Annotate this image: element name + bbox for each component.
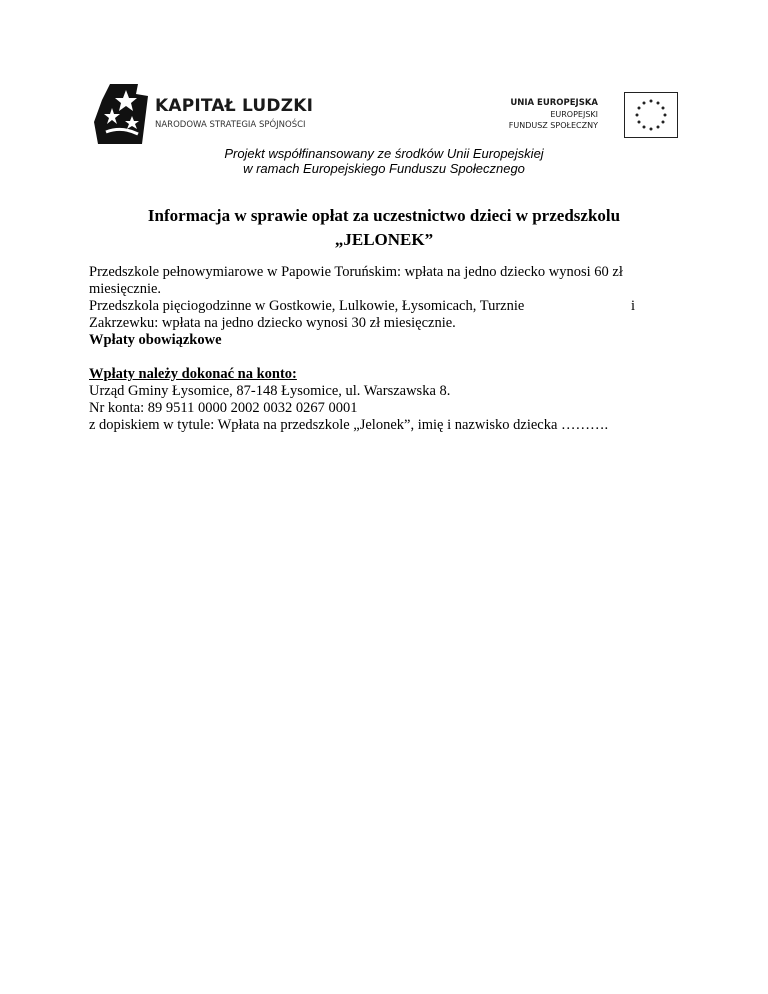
- document-title-line2: „JELONEK”: [334, 230, 434, 249]
- project-note-line2: w ramach Europejskiego Funduszu Społecznego: [243, 161, 525, 176]
- eu-line1: UNIA EUROPEJSKA: [510, 98, 598, 108]
- eu-line3: FUNDUSZ SPOŁECZNY: [508, 121, 598, 130]
- paragraph1-line1: Przedszkole pełnowymiarowe w Papowie Toruńskim: wpłata na jedno dziecko wynosi 60 zł: [89, 264, 623, 280]
- eu-fund-text: [509, 98, 598, 131]
- stars-emblem-icon: [92, 82, 152, 146]
- kapital-ludzki-title: KAPITAŁ LUDZKI: [155, 96, 314, 116]
- kapital-ludzki-subtitle: NARODOWA STRATEGIA SPÓJNOŚCI: [155, 120, 306, 130]
- eu-fund-logo: [478, 92, 678, 140]
- account-heading: Wpłaty należy dokonać na konto:: [89, 366, 297, 382]
- account-number: Nr konta: 89 9511 0000 2002 0032 0267 0001: [89, 400, 358, 416]
- eu-line2: EUROPEJSKI: [550, 110, 598, 119]
- paragraph2-line1: Przedszkola pięciogodzinne w Gostkowie, Lulkowie, Łysomicach, Turznie: [89, 298, 525, 314]
- document-title-line1: Informacja w sprawie opłat za uczestnictwo dzieci w przedszkolu: [147, 206, 621, 225]
- paragraph1-line2: miesięcznie.: [89, 281, 162, 297]
- mandatory-payments-label: Wpłaty obowiązkowe: [89, 332, 222, 348]
- project-note-line1: Projekt współfinansowany ze środków Unii Europejskiej: [224, 146, 544, 161]
- kapital-ludzki-logo: [92, 82, 342, 148]
- office-address: Urząd Gminy Łysomice, 87-148 Łysomice, ul. Warszawska 8.: [89, 383, 451, 399]
- payment-title-note: z dopiskiem w tytule: Wpłata na przedszkole „Jelonek”, imię i nazwisko dziecka ……….: [89, 417, 609, 433]
- paragraph2-conjunction: i: [631, 298, 636, 314]
- eu-flag-icon: [624, 92, 678, 138]
- paragraph2-line2: Zakrzewku: wpłata na jedno dziecko wynosi 30 zł miesięcznie.: [89, 315, 456, 331]
